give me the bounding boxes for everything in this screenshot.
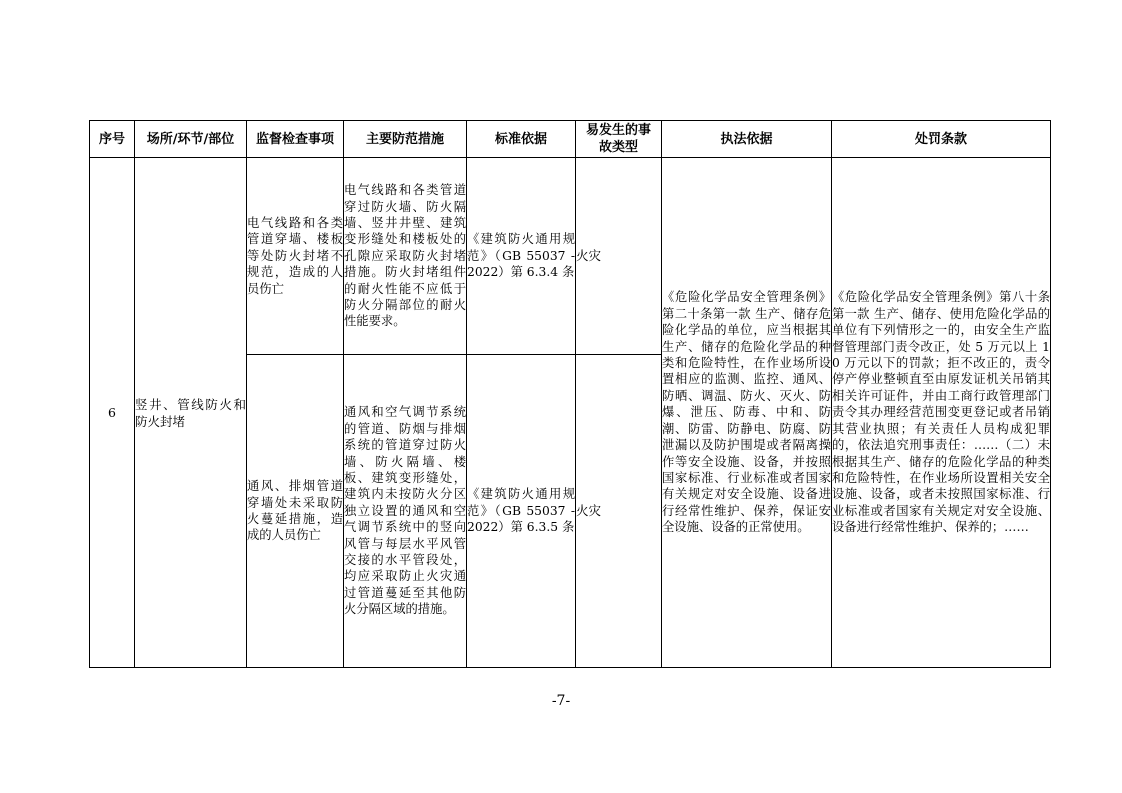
header-measure: 主要防范措施: [344, 121, 467, 158]
row-enforcement: 《危险化学品安全管理条例》第二十条第一款 生产、储存危险化学品的单位，应当根据其生产、储存的危险化学品的种类和危险特性，在作业场所设置相应的监测、监控、通风、防晒、调温、防火、灭火、防爆、泄压、防毒、中和、防潮、防雷、防静电、防腐、防泄漏以及防护围堤或者隔离操作等安全设施、设备，并按照国家标准、行业标准或者国家有关规定对安全设施、设备进行经常性维护、保养，保证安全设施、设备的正常使用。: [662, 158, 832, 668]
item-2-accident: 火灾: [576, 355, 662, 668]
item-2-inspection: 通风、排烟管道穿墙处未采取防火蔓延措施，造成的人员伤亡: [247, 355, 344, 668]
row-penalty: 《危险化学品安全管理条例》第八十条第一款 生产、储存、使用危险化学品的单位有下列情形之一的，由安全生产监督管理部门责令改正，处 5 万元以上 10 万元以下的罚款；拒不改正的，责令停产停业整顿直至由原发证机关吊销其相关许可证件，并由工商行政管理部门责令其办理经营范围变更登记或者吊销其营业执照；有关责任人员构成犯罪的，依法追究刑事责任：……（二）未根据其生产、储存的危险化学品的种类和危险特性，在作业场所设置相关安全设施、设备，或者未按照国家标准、行业标准或者国家有关规定对安全设施、设备进行经常性维护、保养的；……: [832, 158, 1051, 668]
item-1-standard: 《建筑防火通用规范》（GB 55037 -2022）第 6.3.4 条: [467, 158, 576, 355]
item-1-accident: 火灾: [576, 158, 662, 355]
table-row: [90, 158, 1051, 355]
item-1-measure: 电气线路和各类管道穿过防火墙、防火隔墙、竖井井壁、建筑变形缝处和楼板处的孔隙应采取防火封堵措施。防火封堵组件的耐火性能不应低于防火分隔部位的耐火性能要求。: [344, 158, 467, 355]
item-1-inspection: 电气线路和各类管道穿墙、楼板等处防火封堵不规范，造成的人员伤亡: [247, 158, 344, 355]
table-header-row: [90, 121, 1051, 158]
header-inspection: 监督检查事项: [247, 121, 344, 158]
page-number: -7-: [551, 693, 571, 709]
header-seq: 序号: [90, 121, 135, 158]
item-2-measure: 通风和空气调节系统的管道、防烟与排烟系统的管道穿过防火墙、防火隔墙、楼板、建筑变形缝处，建筑内未按防火分区独立设置的通风和空气调节系统中的竖向风管与每层水平风管交接的水平管段处，均应采取防止火灾通过管道蔓延至其他防火分隔区域的措施。: [344, 355, 467, 668]
item-2-standard: 《建筑防火通用规范》（GB 55037 -2022）第 6.3.5 条: [467, 355, 576, 668]
header-enforcement: 执法依据: [662, 121, 832, 158]
inspection-table: [89, 120, 1051, 668]
header-standard: 标准依据: [467, 121, 576, 158]
row-place: 竖井、管线防火和防火封堵: [135, 158, 247, 668]
header-place: 场所/环节/部位: [135, 121, 247, 158]
header-penalty: 处罚条款: [832, 121, 1051, 158]
row-seq: 6: [90, 158, 135, 668]
header-accident: 易发生的事故类型: [576, 121, 662, 158]
